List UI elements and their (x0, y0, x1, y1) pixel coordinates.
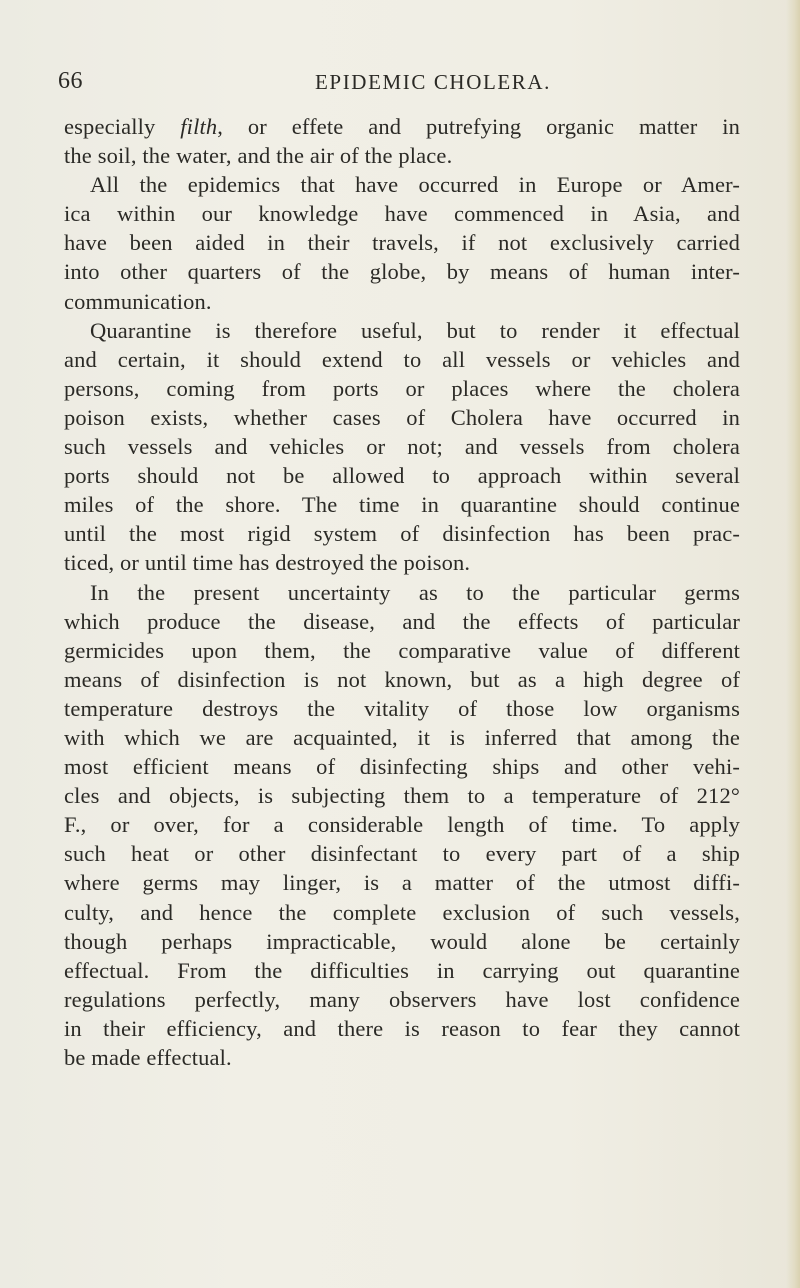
text-line: ica within our knowledge have commenced in Asia, and (64, 201, 740, 227)
text-line: such heat or other disinfectant to every part of a ship (64, 841, 740, 867)
text-line: though perhaps impracticable, would alone be certainly (64, 928, 740, 954)
text-line: means of disinfection is not known, but as a high degree of (64, 666, 740, 692)
text-line: into other quarters of the globe, by means of human inter- (64, 259, 740, 285)
text-line: temperature destroys the vitality of those low organisms (64, 695, 740, 721)
text-line: germicides upon them, the comparative value of different (64, 637, 740, 663)
text-line: miles of the shore. The time in quarantine should continue (64, 492, 740, 518)
text-line: culty, and hence the complete exclusion of such vessels, (64, 899, 740, 925)
text-line: regulations perfectly, many observers have lost confidence (64, 986, 740, 1012)
text-line: cles and objects, is subjecting them to a temperature of 212° (64, 783, 740, 809)
text-line: persons, coming from ports or places where the cholera (64, 375, 740, 401)
text-line: which produce the disease, and the effects of particular (64, 608, 740, 634)
paragraph-first-line: All the epidemics that have occurred in Europe or Amer- (90, 172, 740, 198)
text-line: F., or over, for a considerable length of time. To apply (64, 812, 740, 838)
text-line: in their efficiency, and there is reason to fear they cannot (64, 1015, 740, 1041)
text-line: ports should not be allowed to approach within several (64, 463, 740, 489)
text-line: where germs may linger, is a matter of the utmost diffi- (64, 870, 740, 896)
text-line: poison exists, whether cases of Cholera have occurred in (64, 404, 740, 430)
text-line: most efficient means of disinfecting ships and other vehi- (64, 754, 740, 780)
text-segment: , or effete and putrefying organic matter in (217, 114, 740, 139)
text-line: be made effectual. (64, 1045, 232, 1070)
text-line: with which we are acquainted, it is inferred that among the (64, 724, 740, 750)
text-line: have been aided in their travels, if not exclusively carried (64, 230, 740, 256)
paragraph-first-line: Quarantine is therefore useful, but to render it effectual (90, 317, 740, 343)
text-line: ticed, or until time has destroyed the poison. (64, 550, 471, 576)
text-line: the soil, the water, and the air of the place. (64, 143, 453, 169)
text-segment: especially (64, 114, 181, 139)
italic-word: filth (180, 114, 218, 139)
running-title: EPIDEMIC CHOLERA. (315, 70, 552, 94)
paragraph-first-line: In the present uncertainty as to the particular germs (90, 579, 740, 605)
text-line: until the most rigid system of disinfection has been prac- (64, 521, 740, 547)
text-line: effectual. From the difficulties in carrying out quarantine (64, 957, 740, 983)
running-head (58, 68, 758, 98)
text-line: and certain, it should extend to all vessels or vehicles and (64, 346, 740, 372)
page-number: 66 (58, 68, 83, 94)
page-edge (786, 0, 800, 1288)
body-text (64, 112, 740, 1072)
text-line (64, 112, 740, 141)
text-line: such vessels and vehicles or not; and vessels from cholera (64, 434, 740, 460)
text-line: communication. (64, 288, 212, 314)
